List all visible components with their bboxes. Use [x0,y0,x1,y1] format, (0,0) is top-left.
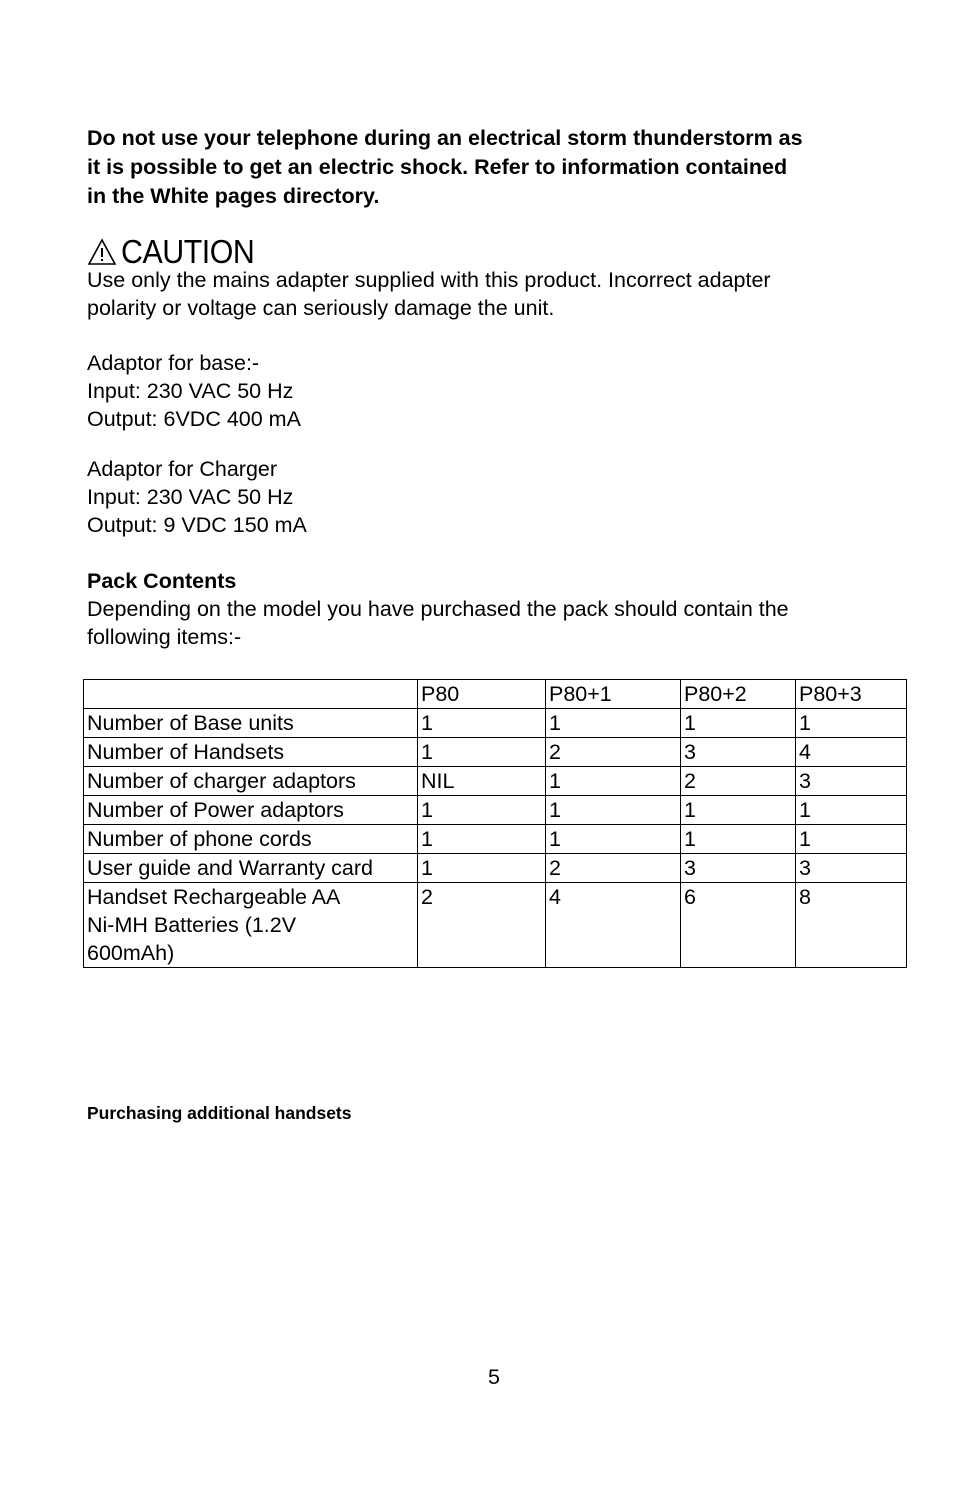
table-cell: 4 [546,883,681,968]
table-header-cell: P80+2 [681,680,796,709]
table-cell: 6 [681,883,796,968]
table-cell: 3 [796,767,907,796]
table-cell: 1 [546,767,681,796]
purchasing-handsets-heading: Purchasing additional handsets [87,1103,352,1123]
table-cell: 1 [681,825,796,854]
table-row [84,767,907,796]
table-row [84,796,907,825]
adaptor-charger-line: Input: 230 VAC 50 Hz [87,485,294,509]
table-cell: 1 [418,709,546,738]
caution-title: CAUTION [121,233,255,270]
table-cell: 2 [546,854,681,883]
table-cell: 1 [681,709,796,738]
table-cell: 4 [796,738,907,767]
table-header-cell [84,680,418,709]
table-cell: 1 [681,796,796,825]
pack-contents-section [87,567,907,651]
pack-contents-heading: Pack Contents [87,569,237,593]
table-cell: Number of charger adaptors [84,767,418,796]
table-cell: Number of Handsets [84,738,418,767]
adaptor-base-line: Input: 230 VAC 50 Hz [87,379,294,403]
table-cell: 1 [418,825,546,854]
table-cell: 1 [418,738,546,767]
table-cell: 3 [796,854,907,883]
table-cell: 1 [546,796,681,825]
pack-intro-line: Depending on the model you have purchased the pack should contain the [87,597,789,621]
pack-contents-table [83,679,907,968]
table-cell: 1 [546,709,681,738]
table-header-cell: P80 [418,680,546,709]
adaptor-charger-line: Adaptor for Charger [87,457,278,481]
adaptor-base-spec [87,349,907,433]
table-cell: 1 [546,825,681,854]
table-cell: 1 [418,796,546,825]
table-header-cell: P80+1 [546,680,681,709]
table-row [84,738,907,767]
warning-line: in the White pages directory. [87,184,380,208]
table-cell: 3 [681,738,796,767]
warning-triangle-icon [87,238,117,266]
table-header-row [84,680,907,709]
caution-text [87,266,907,322]
table-cell: 1 [418,854,546,883]
table-cell [84,883,418,968]
table-cell: Number of Power adaptors [84,796,418,825]
table-cell: 3 [681,854,796,883]
page-number: 5 [488,1365,500,1389]
table-cell-line: Handset Rechargeable AA [87,885,341,909]
adaptor-base-line: Output: 6VDC 400 mA [87,407,301,431]
table-row [84,883,907,968]
table-cell: Number of phone cords [84,825,418,854]
table-cell: 8 [796,883,907,968]
table-cell: 2 [418,883,546,968]
caution-line: Use only the mains adapter supplied with this product. Incorrect adapter [87,268,771,292]
table-row [84,825,907,854]
table-cell: NIL [418,767,546,796]
adaptor-charger-spec [87,455,907,539]
caution-line: polarity or voltage can seriously damage the unit. [87,296,555,320]
adaptor-base-line: Adaptor for base:- [87,351,260,375]
storm-warning [87,124,917,211]
table-row [84,709,907,738]
table-cell: 1 [796,709,907,738]
table-row [84,854,907,883]
pack-intro-line: following items:- [87,625,242,649]
table-cell: 1 [796,796,907,825]
warning-line: it is possible to get an electric shock. Refer to information contained [87,155,788,179]
table-cell: Number of Base units [84,709,418,738]
warning-line: Do not use your telephone during an electrical storm thunderstorm as [87,126,803,150]
table-cell: 2 [681,767,796,796]
table-cell: 1 [796,825,907,854]
table-cell-line: 600mAh) [87,941,175,965]
table-header-cell: P80+3 [796,680,907,709]
table-cell-line: Ni-MH Batteries (1.2V [87,913,297,937]
table-cell: User guide and Warranty card [84,854,418,883]
table-cell: 2 [546,738,681,767]
adaptor-charger-line: Output: 9 VDC 150 mA [87,513,307,537]
